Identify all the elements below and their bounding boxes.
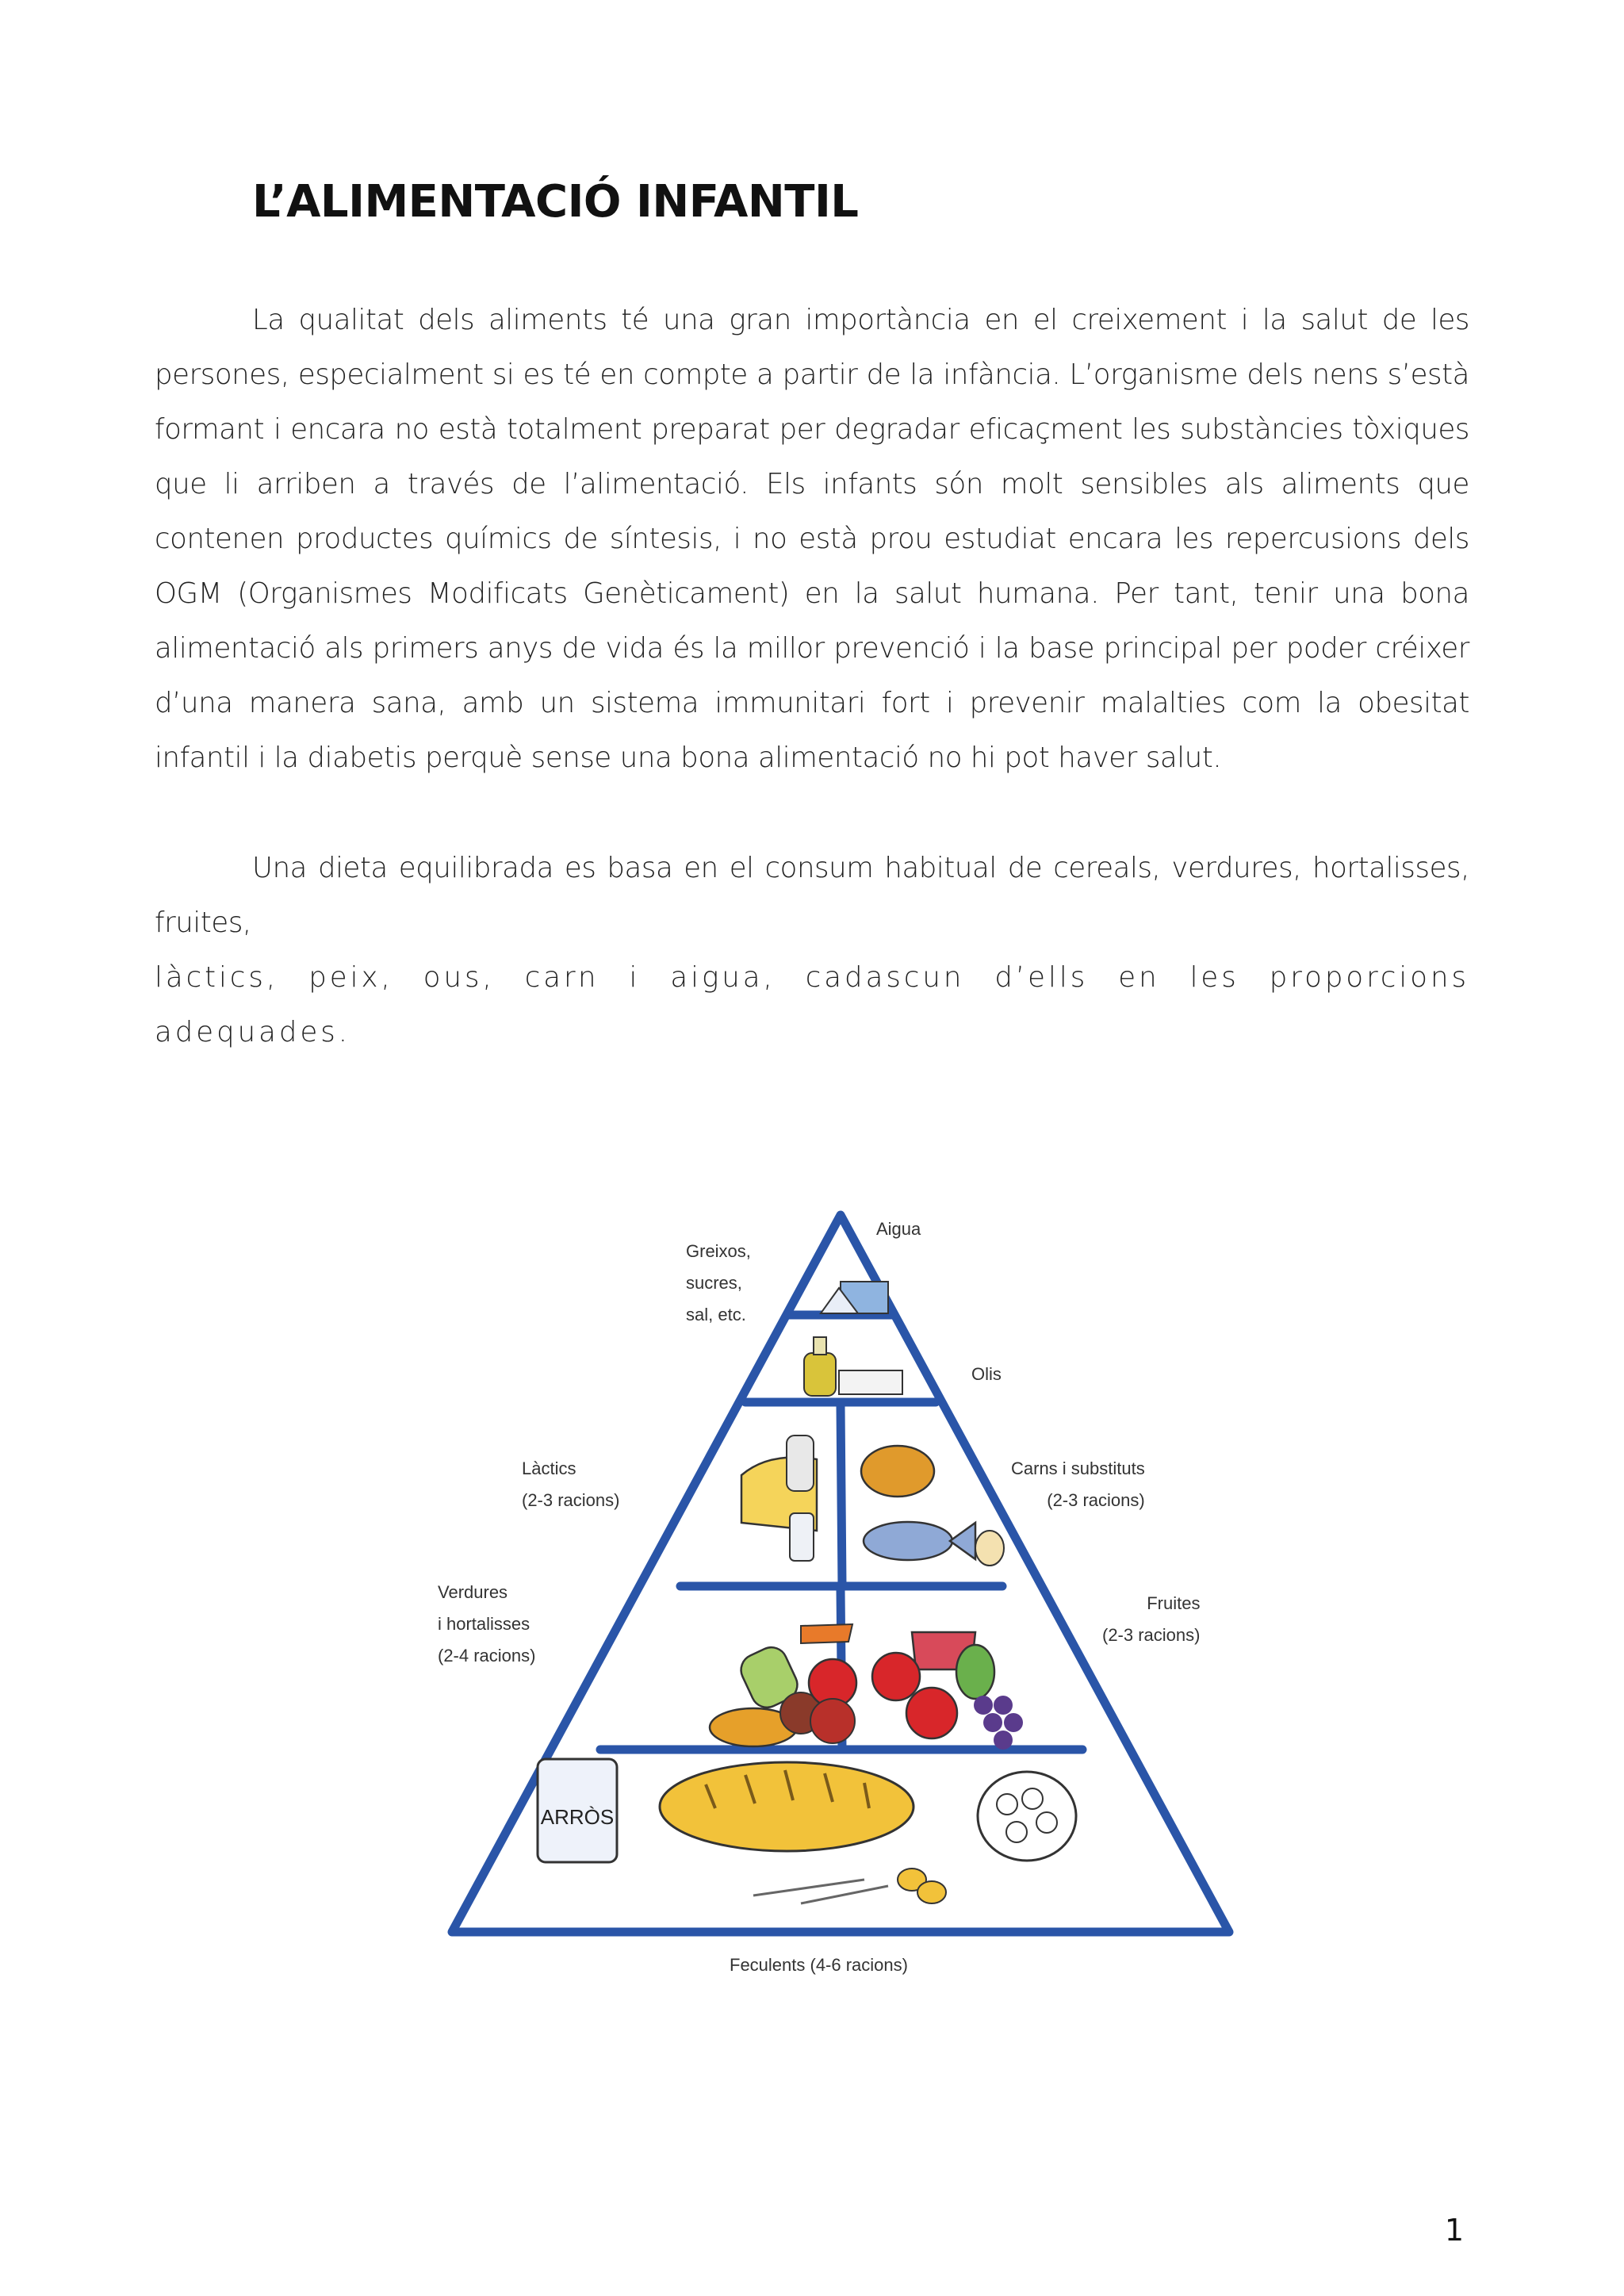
dairy-icon [741,1435,817,1561]
oil-bottle-icon [804,1337,902,1396]
paragraph-balanced-diet-line1: Una dieta equilibrada es basa en el consum habitual de cereals, verdures, hortalisses, fruites, [155,852,1469,939]
paragraph-balanced-diet-line2: làctics, peix, ous, carn i aigua, cadascun d’ells en les proporcions adequades. [155,961,1469,1048]
meat-fish-icon [861,1446,1004,1566]
fruits-icon [872,1632,1023,1750]
label-feculents: Feculents (4-6 racions) [730,1955,908,1975]
page-number: 1 [1444,2213,1464,2248]
starches-icon [538,1759,1076,1903]
label-aigua: Aigua [876,1219,921,1239]
page-title: L’ALIMENTACIÓ INFANTIL [252,176,859,228]
paragraph-intro-text: La qualitat dels aliments té una gran importància en el creixement i la salut de les persones, especialment si es té en compte a partir de la infància. L’organisme dels nens s’està formant i encara no està totalment preparat per degradar eficaçment les substàncies tòxiques que li arriben a través de l’alimentació. Els infants són molt sensibles als aliments que contenen productes químics de síntesis, i no està prou estudiat encara les repercusions dels OGM (Organismes Modificats Genèticament) en la salut humana. Per tant, tenir una bona alimentació als primers anys de vida és la millor prevenció i la base principal per poder créixer d’una manera sana, amb un sistema immunitari fort i prevenir malalties com la obesitat infantil i la diabetis perquè sense una bona alimentació no hi pot haver salut. [155,304,1469,774]
label-lactics: Làctics (2-3 racions) [522,1458,620,1510]
label-carns: Carns i substituts (2-3 racions) [1011,1458,1145,1510]
paragraph-intro [155,293,1469,785]
rice-jar-label: ARRÒS [540,1805,615,1829]
label-fruites: Fruites (2-3 racions) [1102,1593,1201,1645]
sugar-salt-icon [821,1282,888,1313]
label-greixos: Greixos, sucres, sal, etc. [686,1241,751,1324]
food-pyramid-figure [420,1198,1261,1991]
paragraph-balanced-diet [155,841,1469,1060]
label-verdures: Verdures i hortalisses (2-4 racions) [438,1582,536,1665]
label-olis: Olis [971,1364,1002,1384]
vegetables-icon [710,1624,856,1746]
